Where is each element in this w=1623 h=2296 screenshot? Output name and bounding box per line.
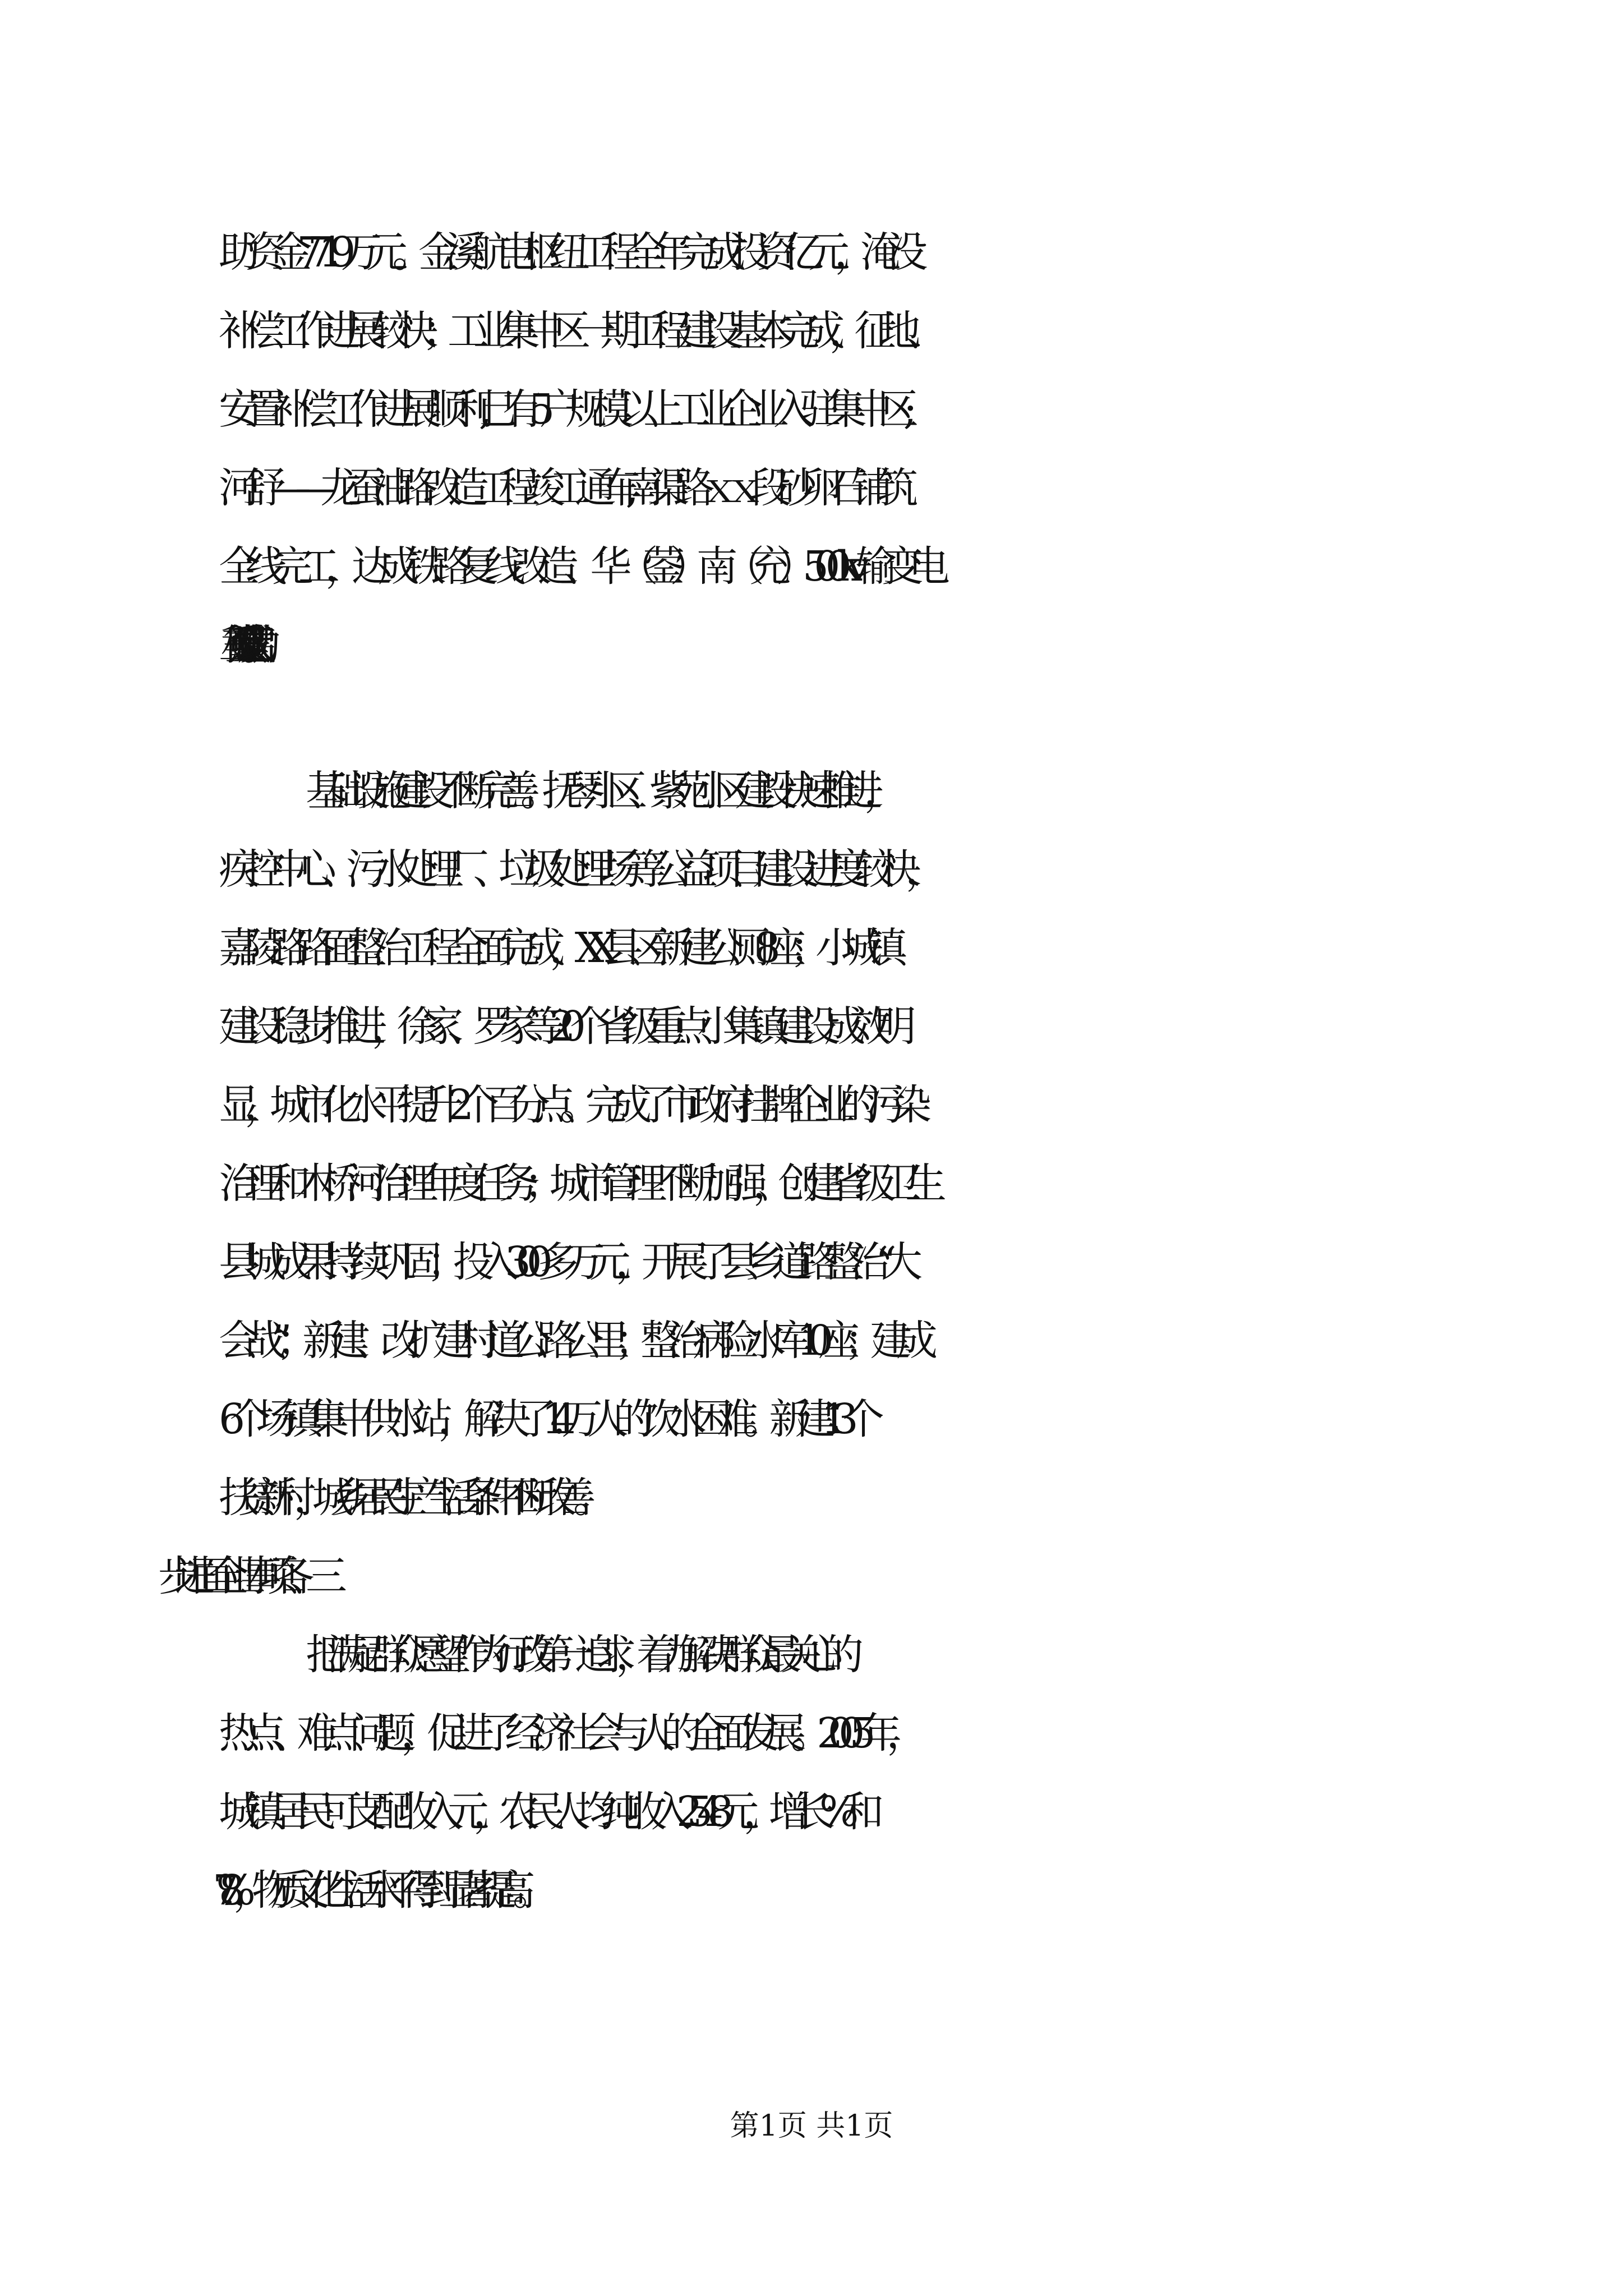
text-line: 基础设施建设不断完善。抚琴小区、紫苑小区建设快速推进，	[306, 767, 886, 815]
text-line: 助资金7719万元。金溪航电枢纽工程全年完成投资亿元，淹没	[219, 228, 912, 277]
text-line: 会战”；新建、改扩建村道公路公里；整治病险水库10座；建成	[219, 1317, 923, 1365]
text-line: 8.7%，物质文化生活水平得到显著提高。	[219, 1866, 532, 1915]
text-line: 全线完工，达成铁路复线改造、华（蓥）南（充）500kv输变电	[219, 542, 935, 591]
text-line: 安置补偿工作进展顺利,已有5户规模以上工业企业入驻集中区;	[219, 385, 902, 434]
text-line: 补偿工作进展较快；工业集中区一期工程建设基本完成，征地、	[219, 307, 931, 355]
text-line	[306, 1534, 1623, 1618]
text-line: 治理和木桥河治理年度任务；城市管理不断加强，创建省级卫生	[219, 1159, 931, 1208]
text-line: 把满足群众愿望作为行政第一追求，着力解决群众最关心的	[306, 1631, 843, 1679]
text-line: 显，城市化水平提升2个百分点。完成了市政府挂牌企业的污染	[219, 1081, 916, 1129]
text-line: 建设稳步推进，徐家、罗家等20个省级重点小集镇建设成效明	[219, 1002, 901, 1051]
text-line: 城镇居民可支配收入元，农民人均纯收入2548元，增长%和	[219, 1788, 868, 1836]
text-line: 县城成果持续巩固；投入300多万元，开展了县乡道路整治“大	[219, 1238, 907, 1286]
text-line: 嘉陵路路面整治工程全面完成，XX县区新建公厕8座；小城镇	[219, 924, 892, 972]
text-line: 6个场镇集中供水站，解决了1.4万人的饮水困难。新建13个	[219, 1395, 869, 1443]
text-line: 工程等重点建设正式启动。	[219, 621, 243, 669]
text-line: 疾控中心、污水处理厂、垃圾处理场等公益项目建设进度较快，	[219, 845, 931, 894]
text-line: 河舒——龙蚕油路改造工程竣工通车,南渠路ｘｘ段砂卵石铺筑	[219, 464, 902, 512]
text-line: 热点、难点问题，促进了经济社会与人的全面发展。2005年，	[219, 1709, 912, 1757]
text-line: 扶贫新村，城乡居民生产生活条件不断改善。	[219, 1474, 592, 1522]
page-footer: 第1页 共1页	[730, 2109, 893, 2143]
